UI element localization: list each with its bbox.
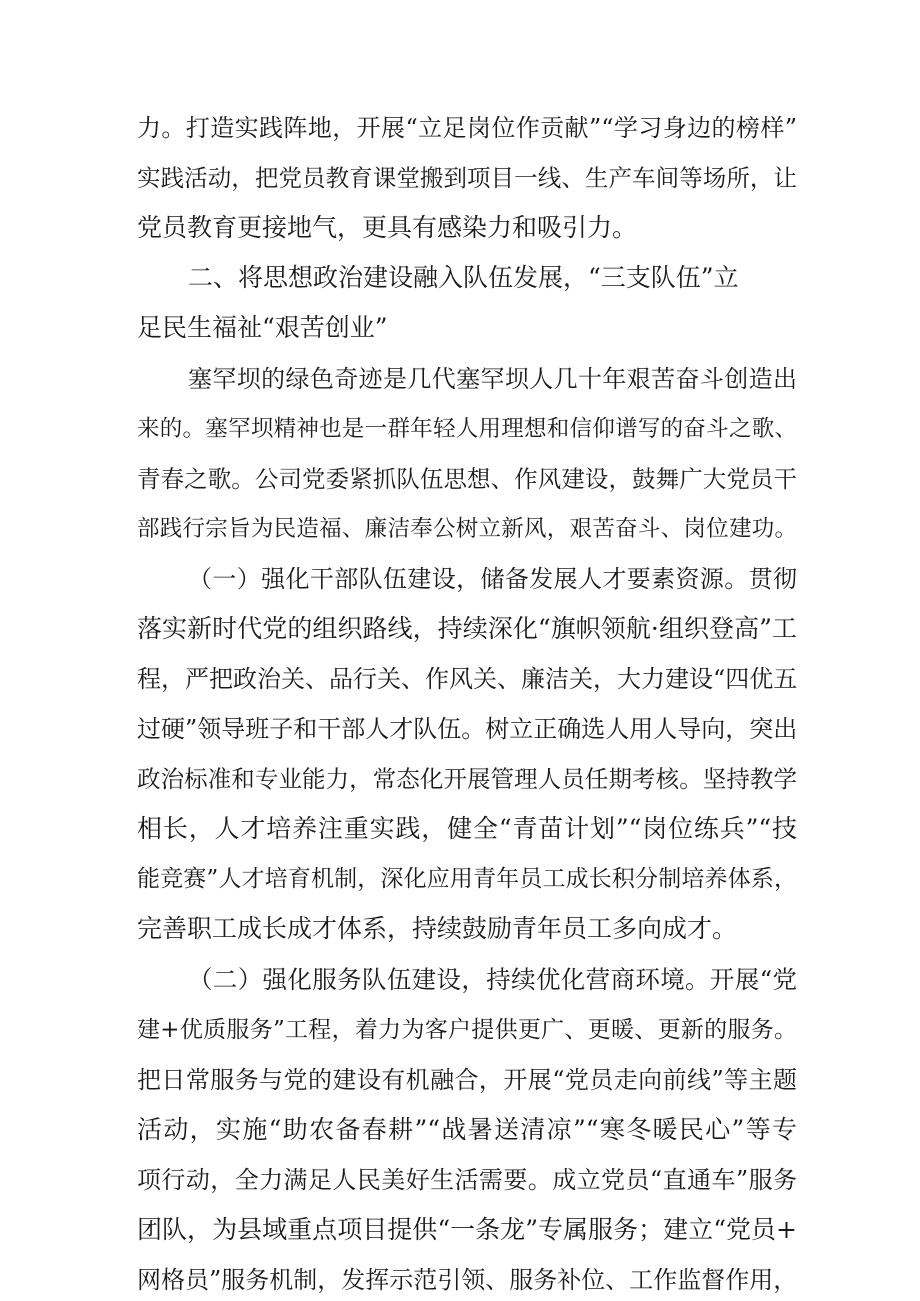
body-text-line: 实践活动，把党员教育课堂搬到项目一线、生产车间等场所，让 — [137, 164, 797, 192]
body-text-line: 建+优质服务”工程，着力为客户提供更广、更暖、更新的服务。 — [137, 1017, 797, 1043]
body-text-line: （一）强化干部队伍建设，储备发展人才要素资源。贯彻 — [188, 565, 797, 593]
body-text-line: 完善职工成长成才体系，持续鼓励青年员工多向成才。 — [137, 914, 738, 943]
body-text-line: 活动，实施“助农备春耕”“战暑送清凉”“寒冬暖民心”等专 — [137, 1115, 797, 1144]
section-heading: 足民生福祉“艰苦创业” — [137, 313, 388, 342]
body-text-line: 来的。塞罕坝精神也是一群年轻人用理想和信仰谱写的奋斗之歌、 — [137, 416, 797, 442]
body-text-line: 程，严把政治关、品行关、作风关、廉洁关，大力建设“四优五 — [137, 665, 798, 693]
body-text-line: 相长，人才培养注重实践，健全“青苗计划”“岗位练兵”“技 — [137, 814, 797, 843]
body-text-line: 政治标准和专业能力，常态化开展管理人员任期考核。坚持教学 — [137, 765, 797, 793]
body-text-line: 落实新时代党的组织路线，持续深化“旗帜领航·组织登高”工 — [137, 614, 797, 643]
body-text-line: （二）强化服务队伍建设，持续优化营商环境。开展“党 — [188, 965, 797, 994]
body-text-line: 塞罕坝的绿色奇迹是几代塞罕坝人几十年艰苦奋斗创造出 — [188, 365, 797, 393]
body-text-line: 把日常服务与党的建设有机融合，开展“党员走向前线”等主题 — [137, 1066, 797, 1094]
section-heading: 二、将思想政治建设融入队伍发展，“三支队伍”立 — [188, 263, 739, 292]
body-text-line: 党员教育更接地气，更具有感染力和吸引力。 — [137, 213, 638, 242]
body-text-line: 团队，为县域重点项目提供“一条龙”专属服务；建立“党员+ — [137, 1215, 797, 1244]
body-text-line: 力。打造实践阵地，开展“立足岗位作贡献”“学习身边的榜样” — [137, 114, 797, 142]
body-text-line: 能竞赛”人才培育机制，深化应用青年员工成长积分制培养体系， — [137, 866, 797, 892]
body-text-line: 项行动，全力满足人民美好生活需要。成立党员“直通车”服务 — [137, 1166, 797, 1194]
body-text-line: 网格员”服务机制，发挥示范引领、服务补位、工作监督作用， — [137, 1266, 798, 1294]
body-text-line: 青春之歌。公司党委紧抓队伍思想、作风建设，鼓舞广大党员干 — [137, 465, 797, 493]
body-text-line: 过硬”领导班子和干部人才队伍。树立正确选人用人导向，突出 — [137, 715, 798, 743]
body-text-line: 部践行宗旨为民造福、廉洁奉公树立新风，艰苦奋斗、岗位建功。 — [137, 516, 797, 542]
